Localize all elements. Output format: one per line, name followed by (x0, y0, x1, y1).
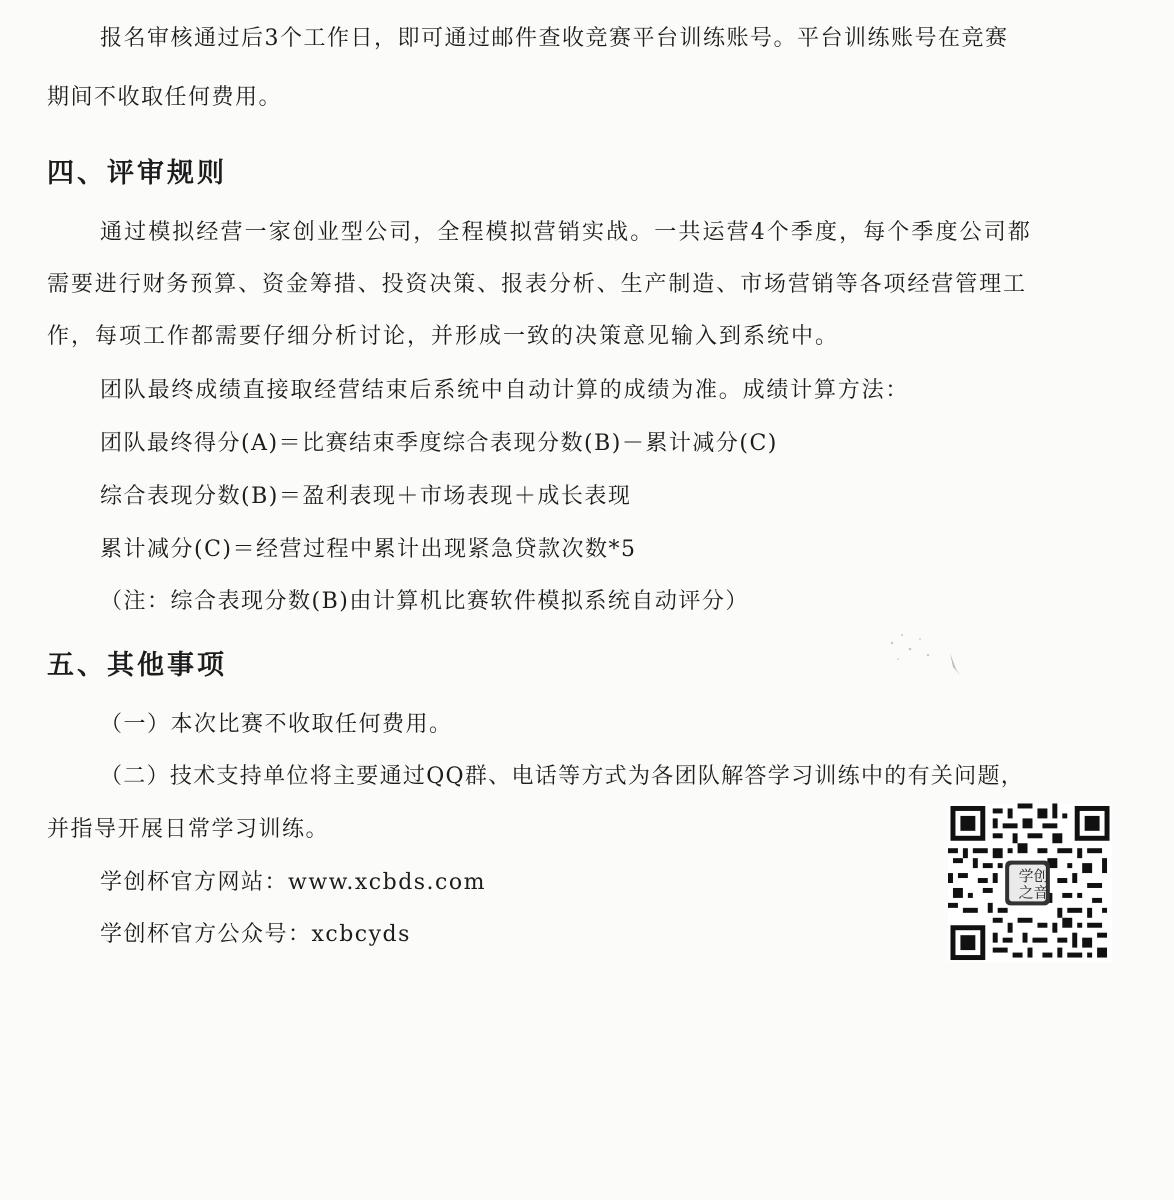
wechat-qr-code (948, 803, 1112, 963)
section-5-heading: 五、其他事项 (47, 650, 227, 681)
official-wechat-account: 学创杯官方公众号：xcbcyds (100, 922, 411, 947)
registration-line-1 (100, 24, 1126, 54)
formula-performance-score: 综合表现分数(B)＝盈利表现＋市场表现＋成长表现 (100, 484, 632, 509)
qr-logo-char-1: 学 (1018, 867, 1034, 886)
other-item-2-line-1: （二）技术支持单位将主要通过QQ群、电话等方式为各团队解答学习训练中的有关问题， (100, 764, 1025, 789)
scan-smudge (880, 625, 970, 685)
formula-total-score: 团队最终得分(A)＝比赛结束季度综合表现分数(B)－累计减分(C) (100, 431, 778, 456)
registration-text-1: 报名审核通过后3个工作日，即可通过邮件查收竞赛平台训练账号。平台训练账号在竞赛 (100, 26, 1009, 51)
formula-deduction: 累计减分(C)＝经营过程中累计出现紧急贷款次数*5 (100, 537, 637, 562)
registration-line-2: 期间不收取任何费用。 (47, 85, 283, 110)
qr-logo-char-4: 音 (1033, 883, 1049, 902)
other-item-2-line-2: 并指导开展日常学习训练。 (47, 817, 330, 842)
formula-note: （注：综合表现分数(B)由计算机比赛软件模拟系统自动评分） (100, 589, 749, 614)
qr-logo-char-2: 创 (1033, 867, 1049, 886)
official-website: 学创杯官方网站：www.xcbds.com (100, 870, 486, 895)
section-4-heading: 四、评审规则 (47, 158, 227, 189)
section-4-paragraph-1-line-3: 作，每项工作都需要仔细分析讨论，并形成一致的决策意见输入到系统中。 (47, 324, 840, 349)
section-4-paragraph-1-line-2: 需要进行财务预算、资金筹措、投资决策、报表分析、生产制造、市场营销等各项经营管理工 (47, 272, 1027, 297)
other-item-1: （一）本次比赛不收取任何费用。 (100, 712, 453, 737)
qr-logo-char-3: 之 (1018, 883, 1034, 902)
section-4-paragraph-2: 团队最终成绩直接取经营结束后系统中自动计算的成绩为准。成绩计算方法： (100, 378, 910, 403)
section-4-paragraph-1-line-1: 通过模拟经营一家创业型公司，全程模拟营销实战。一共运营4个季度，每个季度公司都 (100, 220, 1032, 245)
